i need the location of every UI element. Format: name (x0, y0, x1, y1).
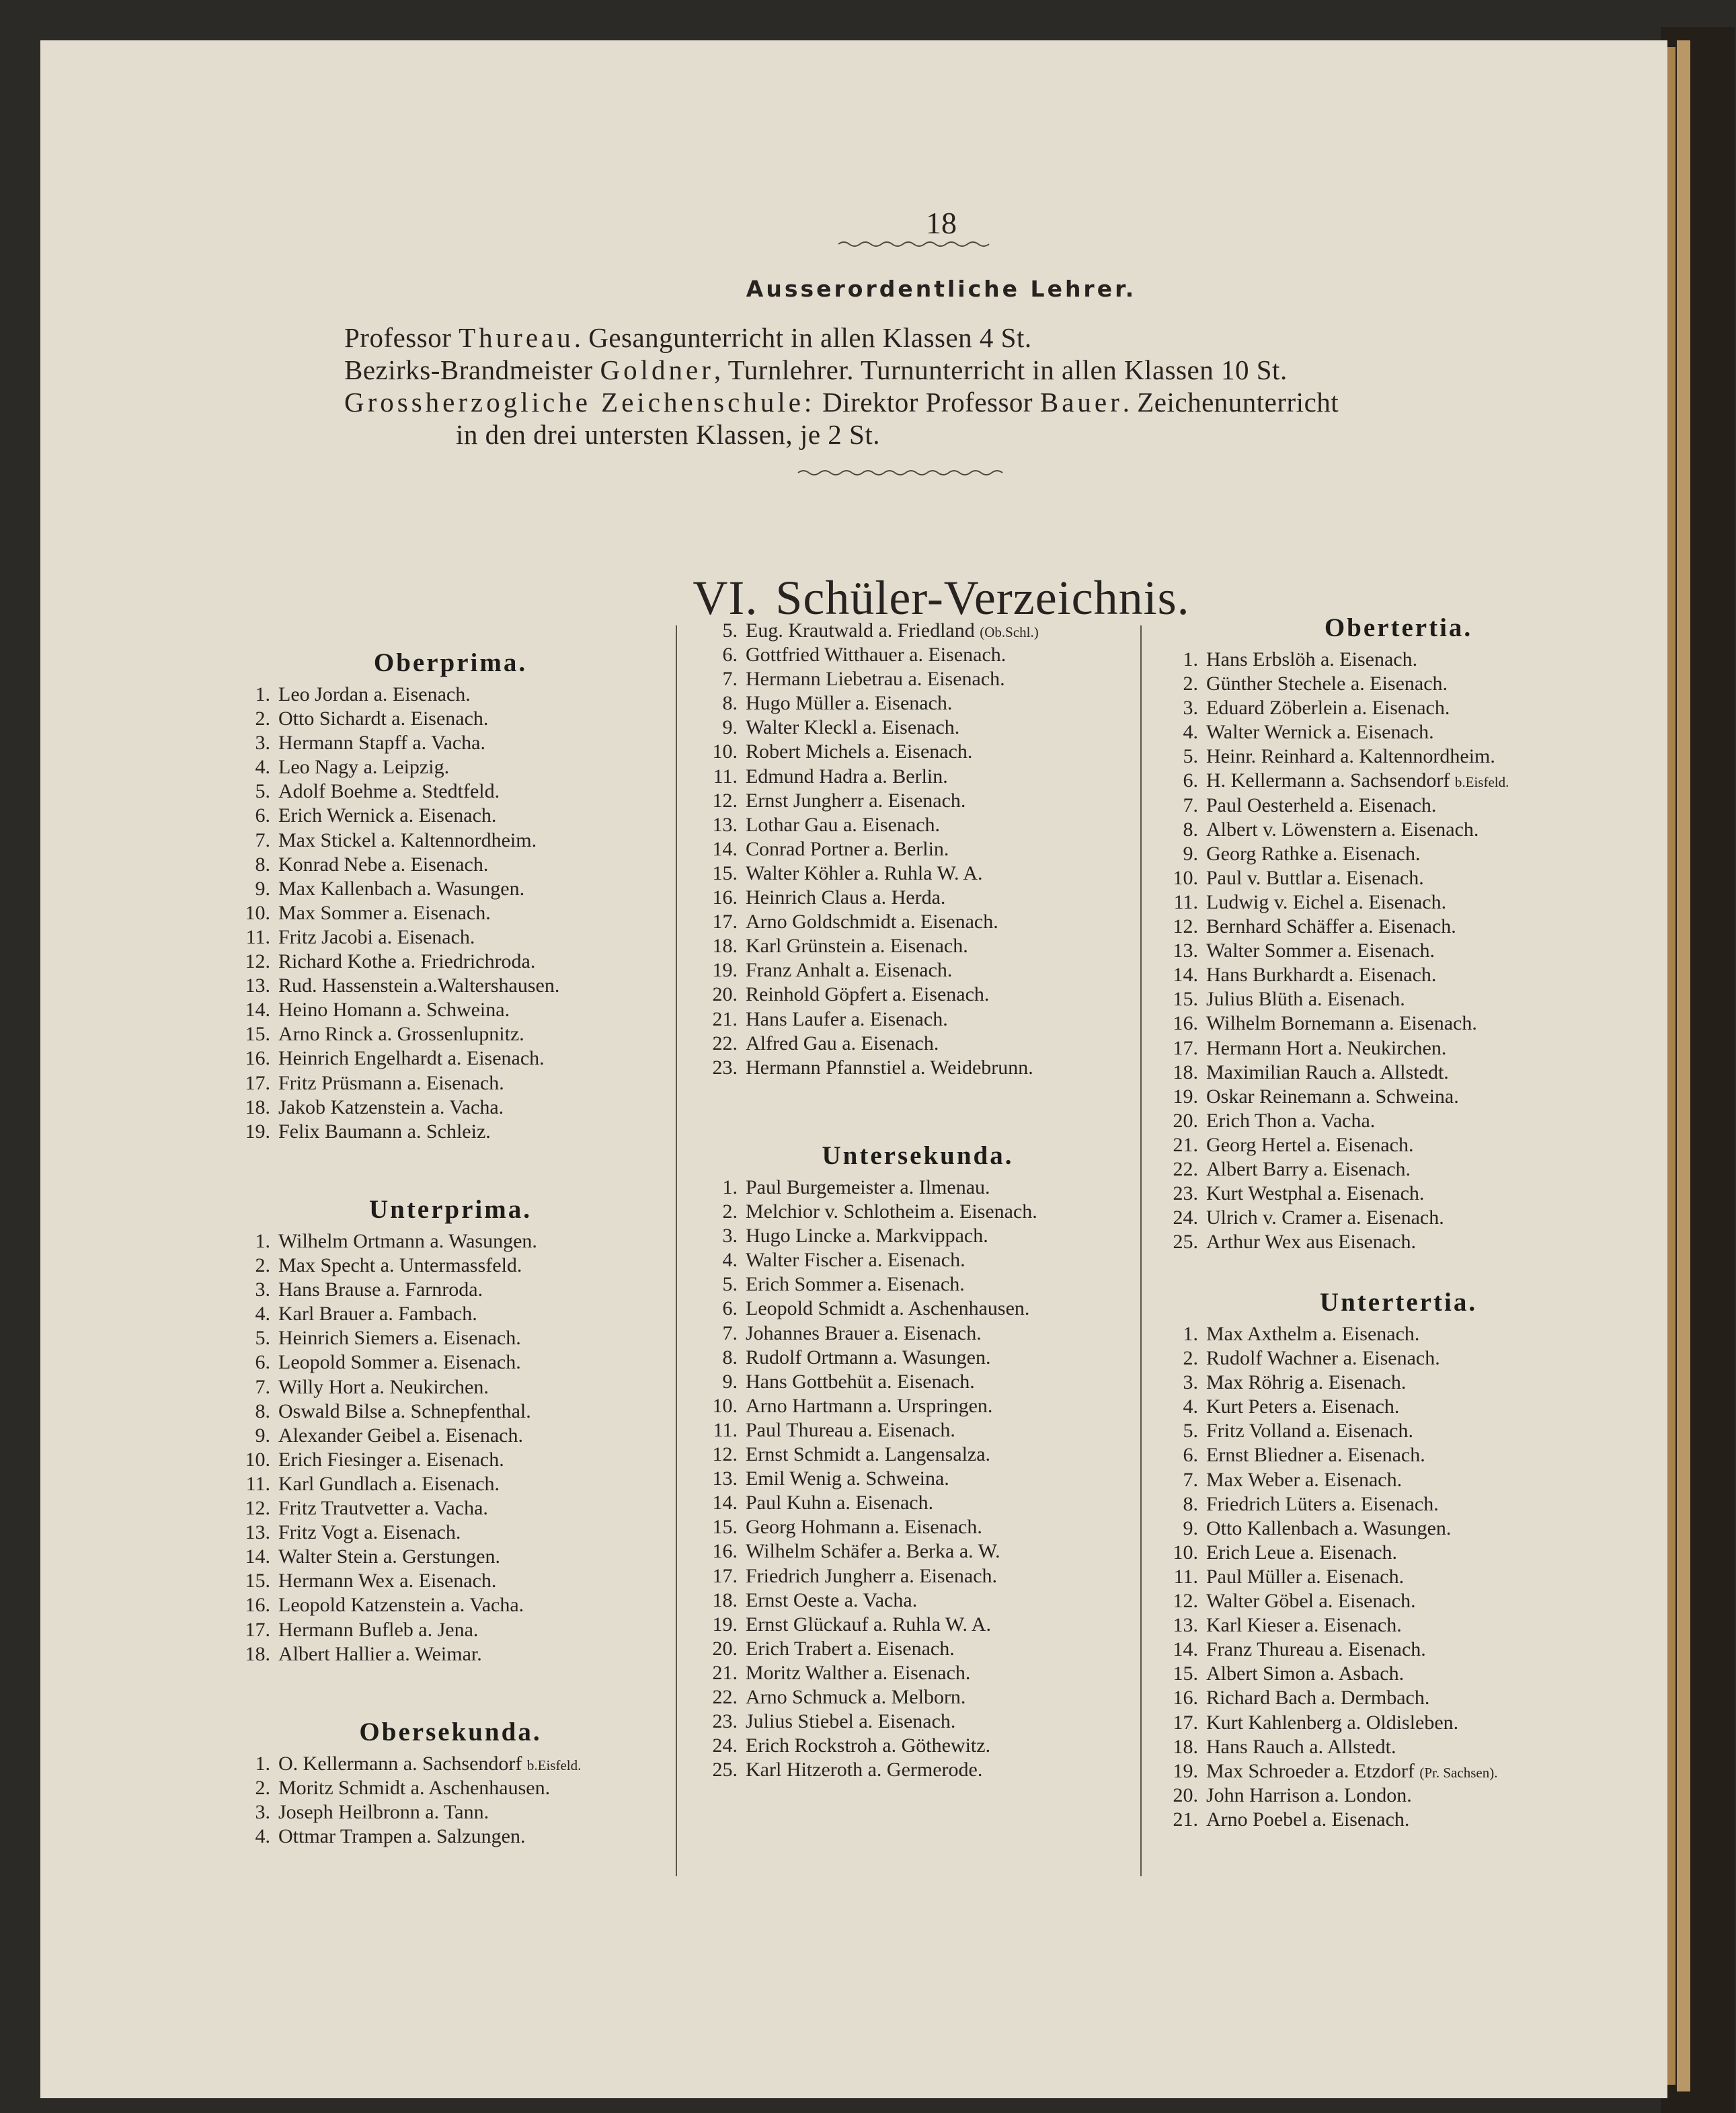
list-item: 1. Max Axthelm a. Eisenach. (1183, 1323, 1420, 1345)
list-item: 2. Günther Stechele a. Eisenach. (1183, 673, 1448, 695)
list-item: 10. Max Sommer a. Eisenach. (245, 901, 491, 924)
list-item: 21. Moritz Walther a. Eisenach. (712, 1661, 971, 1684)
list-item: 15. Georg Hohmann a. Eisenach. (712, 1516, 982, 1539)
list-item: 13. Emil Wenig a. Schweina. (712, 1467, 949, 1490)
list-item: 16. Wilhelm Schäfer a. Berka a. W. (712, 1540, 1000, 1563)
staff-heading: Ausserordentliche Lehrer. (746, 276, 1137, 302)
list-item: 14. Hans Burkhardt a. Eisenach. (1173, 964, 1437, 987)
list-item: 20. Reinhold Göpfert a. Eisenach. (712, 983, 990, 1006)
list-item: 20. Erich Thon a. Vacha. (1173, 1109, 1376, 1132)
list-item: 1. Leo Jordan a. Eisenach. (255, 683, 471, 705)
staff-line-3: Grossherzogliche Zeichenschule: Direktor Professor Bauer. Zeichenunterricht (344, 387, 1339, 418)
list-item: 18. Albert Hallier a. Weimar. (245, 1642, 482, 1665)
list-item: 24. Ulrich v. Cramer a. Eisenach. (1173, 1206, 1444, 1229)
list-item: 14. Franz Thureau a. Eisenach. (1173, 1638, 1426, 1661)
list-item: 6. Leopold Schmidt a. Aschenhausen. (722, 1297, 1030, 1320)
list-item: 6. Erich Wernick a. Eisenach. (255, 804, 497, 827)
class-obertertia (1163, 609, 1634, 1254)
list-item: 10. Erich Leue a. Eisenach. (1173, 1541, 1398, 1564)
list-item: 20. Erich Trabert a. Eisenach. (712, 1637, 955, 1660)
list-item: 24. Erich Rockstroh a. Göthewitz. (712, 1734, 991, 1757)
list-item: 6. Ernst Bliedner a. Eisenach. (1183, 1444, 1425, 1467)
list-item: 14. Conrad Portner a. Berlin. (712, 837, 949, 860)
list-item: 8. Konrad Nebe a. Eisenach. (255, 853, 489, 876)
list-item: 14. Walter Stein a. Gerstungen. (245, 1545, 500, 1568)
list-item: 18. Ernst Oeste a. Vacha. (712, 1588, 918, 1611)
student-list (235, 683, 666, 1144)
list-item: 10. Robert Michels a. Eisenach. (712, 740, 973, 763)
list-item: 6. Gottfried Witthauer a. Eisenach. (722, 644, 1007, 666)
list-item: 9. Walter Kleckl a. Eisenach. (722, 716, 960, 739)
list-item: 19. Ernst Glückauf a. Ruhla W. A. (712, 1613, 991, 1636)
list-item: 9. Otto Kallenbach a. Wasungen. (1183, 1516, 1452, 1539)
list-item: 17. Hermann Bufleb a. Jena. (245, 1618, 479, 1641)
list-item: 11. Paul Thureau a. Eisenach. (713, 1418, 955, 1441)
list-item: 17. Arno Goldschmidt a. Eisenach. (712, 911, 998, 933)
list-item: 16. Richard Bach a. Dermbach. (1173, 1687, 1430, 1709)
list-item: 18. Jakob Katzenstein a. Vacha. (245, 1096, 504, 1118)
list-item: 17. Hermann Hort a. Neukirchen. (1173, 1036, 1447, 1059)
list-item: 2. Rudolf Wachner a. Eisenach. (1183, 1347, 1440, 1370)
list-item: 13. Karl Kieser a. Eisenach. (1173, 1614, 1402, 1637)
list-item: 3. Hugo Lincke a. Markvippach. (722, 1225, 988, 1247)
document-page (40, 40, 1667, 2098)
staff-line-2: Bezirks-Brandmeister Goldner, Turnlehrer. Turnunterricht in allen Klassen 10 St. (344, 354, 1288, 385)
list-item: 5. Heinr. Reinhard a. Kaltennordheim. (1183, 745, 1495, 768)
list-item: 13. Walter Sommer a. Eisenach. (1173, 939, 1435, 962)
list-item: 1. Paul Burgemeister a. Ilmenau. (722, 1176, 990, 1198)
list-item: 10. Arno Hartmann a. Urspringen. (712, 1394, 993, 1417)
list-item: 25. Arthur Wex aus Eisenach. (1173, 1231, 1416, 1254)
list-item: 16. Heinrich Engelhardt a. Eisenach. (245, 1047, 545, 1070)
list-item: 15. Julius Blüth a. Eisenach. (1173, 988, 1405, 1011)
class-obersekunda-part-1 (235, 1713, 666, 1849)
list-item: 21. Georg Hertel a. Eisenach. (1173, 1133, 1414, 1156)
section-name: Schüler-Verzeichnis. (775, 571, 1190, 625)
list-item: 12. Bernhard Schäffer a. Eisenach. (1173, 915, 1456, 938)
list-item: 2. Moritz Schmidt a. Aschenhausen. (255, 1777, 551, 1800)
list-item: 2. Max Specht a. Untermassfeld. (255, 1254, 522, 1277)
list-item: 8. Oswald Bilse a. Schnepfenthal. (255, 1399, 531, 1422)
list-item: 19. Felix Baumann a. Schleiz. (245, 1120, 491, 1143)
list-item: 16. Leopold Katzenstein a. Vacha. (245, 1594, 524, 1617)
class-title: Unterprima. (368, 1195, 532, 1224)
student-list (1163, 1322, 1634, 1832)
list-item: 4. Walter Wernick a. Eisenach. (1183, 721, 1434, 744)
list-item: 23. Hermann Pfannstiel a. Weidebrunn. (712, 1056, 1033, 1079)
list-item: 23. Julius Stiebel a. Eisenach. (712, 1710, 956, 1733)
list-item: 19. Oskar Reinemann a. Schweina. (1173, 1085, 1459, 1108)
list-item: 4. Leo Nagy a. Leipzig. (255, 756, 450, 779)
list-item: 7. Max Weber a. Eisenach. (1183, 1468, 1403, 1491)
class-title: Oberprima. (373, 648, 528, 677)
list-item: 18. Hans Rauch a. Allstedt. (1173, 1735, 1396, 1758)
ornament-squiggle-small (837, 239, 998, 249)
list-item: 10. Erich Fiesinger a. Eisenach. (245, 1448, 504, 1471)
list-item: 4. Ottmar Trampen a. Salzungen. (255, 1825, 526, 1848)
list-item: 11. Edmund Hadra a. Berlin. (713, 765, 948, 787)
list-item: 1. Wilhelm Ortmann a. Wasungen. (255, 1230, 537, 1252)
staff-line-1: Professor Thureau. Gesangunterricht in allen Klassen 4 St. (344, 322, 1032, 353)
list-item: 7. Willy Hort a. Neukirchen. (255, 1375, 489, 1398)
column-rule-left (676, 625, 677, 1876)
list-item: 18. Karl Grünstein a. Eisenach. (712, 935, 968, 958)
student-list (703, 1176, 1133, 1782)
list-item: 9. Alexander Geibel a. Eisenach. (255, 1424, 523, 1447)
page-number: 18 (926, 206, 957, 240)
list-item: 7. Hermann Liebetrau a. Eisenach. (722, 668, 1005, 691)
class-obersekunda-part-2 (703, 619, 1133, 1080)
list-item: 2. Otto Sichardt a. Eisenach. (255, 707, 489, 730)
list-item: 4. Karl Brauer a. Fambach. (255, 1303, 477, 1326)
list-item: 16. Heinrich Claus a. Herda. (712, 886, 946, 909)
student-list (703, 619, 1133, 1080)
list-item: 5. Adolf Boehme a. Stedtfeld. (255, 780, 500, 803)
list-item: 7. Max Stickel a. Kaltennordheim. (255, 829, 537, 851)
list-item: 15. Arno Rinck a. Grossenlupnitz. (245, 1023, 524, 1046)
list-item: 23. Kurt Westphal a. Eisenach. (1173, 1182, 1425, 1205)
list-item: 19. Max Schroeder a. Etzdorf (Pr. Sachsen). (1173, 1759, 1498, 1782)
list-item: 11. Fritz Jacobi a. Eisenach. (245, 925, 475, 948)
column-rule-right (1140, 625, 1142, 1876)
student-list (235, 1752, 666, 1849)
list-item: 8. Rudolf Ortmann a. Wasungen. (722, 1346, 991, 1369)
list-item: 10. Paul v. Buttlar a. Eisenach. (1173, 866, 1424, 889)
ornament-squiggle-divider (797, 468, 1012, 477)
list-item: 5. Heinrich Siemers a. Eisenach. (255, 1327, 521, 1350)
list-item: 15. Walter Köhler a. Ruhla W. A. (712, 861, 983, 884)
list-item: 25. Karl Hitzeroth a. Germerode. (712, 1759, 983, 1781)
list-item: 14. Paul Kuhn a. Eisenach. (712, 1492, 934, 1514)
staff-line-4: in den drei untersten Klassen, je 2 St. (456, 419, 880, 450)
list-item: 6. Leopold Sommer a. Eisenach. (255, 1351, 521, 1374)
list-item: 22. Albert Barry a. Eisenach. (1173, 1157, 1411, 1180)
list-item: 9. Georg Rathke a. Eisenach. (1183, 842, 1421, 865)
list-item: 1. O. Kellermann a. Sachsendorf b.Eisfeld. (255, 1753, 582, 1775)
list-item: 20. John Harrison a. London. (1173, 1783, 1412, 1806)
list-item: 9. Hans Gottbehüt a. Eisenach. (722, 1370, 975, 1393)
list-item: 18. Maximilian Rauch a. Allstedt. (1173, 1061, 1449, 1083)
list-item: 7. Paul Oesterheld a. Eisenach. (1183, 794, 1437, 816)
list-item: 8. Friedrich Lüters a. Eisenach. (1183, 1492, 1439, 1515)
student-list (235, 1229, 666, 1666)
list-item: 13. Lothar Gau a. Eisenach. (712, 813, 941, 836)
list-item: 5. Fritz Volland a. Eisenach. (1183, 1420, 1413, 1443)
list-item: 4. Kurt Peters a. Eisenach. (1183, 1395, 1400, 1418)
list-item: 9. Max Kallenbach a. Wasungen. (255, 877, 525, 900)
list-item: 5. Erich Sommer a. Eisenach. (722, 1273, 965, 1296)
list-item: 12. Ernst Schmidt a. Langensalza. (712, 1443, 991, 1466)
section-numeral: VI. (693, 571, 758, 625)
list-item: 15. Albert Simon a. Asbach. (1173, 1662, 1405, 1685)
list-item: 19. Franz Anhalt a. Eisenach. (712, 959, 953, 982)
list-item: 4. Walter Fischer a. Eisenach. (722, 1249, 965, 1272)
list-item: 17. Fritz Prüsmann a. Eisenach. (245, 1071, 504, 1094)
class-title: Untersekunda. (822, 1141, 1014, 1170)
list-item: 14. Heino Homann a. Schweina. (245, 999, 510, 1022)
list-item: 17. Friedrich Jungherr a. Eisenach. (712, 1564, 998, 1587)
class-unterprima (235, 1190, 666, 1666)
class-title: Obertertia. (1324, 613, 1473, 642)
section-title (645, 570, 1237, 626)
list-item: 15. Hermann Wex a. Eisenach. (245, 1570, 497, 1592)
list-item: 12. Richard Kothe a. Friedrichroda. (245, 950, 536, 973)
list-item: 16. Wilhelm Bornemann a. Eisenach. (1173, 1012, 1477, 1035)
list-item: 21. Arno Poebel a. Eisenach. (1173, 1808, 1410, 1831)
class-oberprima (235, 644, 666, 1144)
list-item: 11. Karl Gundlach a. Eisenach. (245, 1472, 500, 1495)
list-item: 1. Hans Erbslöh a. Eisenach. (1183, 648, 1418, 670)
list-item: 21. Hans Laufer a. Eisenach. (712, 1007, 948, 1030)
list-item: 3. Max Röhrig a. Eisenach. (1183, 1371, 1407, 1394)
list-item: 7. Johannes Brauer a. Eisenach. (722, 1321, 982, 1344)
student-list (1163, 648, 1634, 1254)
list-item: 22. Alfred Gau a. Eisenach. (712, 1032, 939, 1054)
list-item: 11. Paul Müller a. Eisenach. (1173, 1565, 1405, 1588)
list-item: 12. Ernst Jungherr a. Eisenach. (712, 789, 966, 812)
list-item: 17. Kurt Kahlenberg a. Oldisleben. (1173, 1711, 1459, 1734)
list-item: 3. Hans Brause a. Farnroda. (255, 1278, 483, 1301)
list-item: 3. Joseph Heilbronn a. Tann. (255, 1801, 489, 1824)
list-item: 5. Eug. Krautwald a. Friedland (Ob.Schl.) (722, 619, 1039, 642)
list-item: 13. Rud. Hassenstein a.Waltershausen. (245, 974, 560, 997)
class-title: Untertertia. (1319, 1288, 1478, 1317)
list-item: 13. Fritz Vogt a. Eisenach. (245, 1521, 461, 1544)
list-item: 3. Hermann Stapff a. Vacha. (255, 732, 485, 755)
list-item: 12. Fritz Trautvetter a. Vacha. (245, 1497, 488, 1520)
list-item: 8. Albert v. Löwenstern a. Eisenach. (1183, 818, 1479, 841)
list-item: 22. Arno Schmuck a. Melborn. (712, 1685, 966, 1708)
list-item: 2. Melchior v. Schlotheim a. Eisenach. (722, 1200, 1037, 1223)
list-item: 6. H. Kellermann a. Sachsendorf b.Eisfeld. (1183, 769, 1509, 792)
list-item: 11. Ludwig v. Eichel a. Eisenach. (1173, 890, 1447, 913)
class-title: Obersekunda. (359, 1718, 542, 1746)
list-item: 3. Eduard Zöberlein a. Eisenach. (1183, 697, 1450, 720)
list-item: 12. Walter Göbel a. Eisenach. (1173, 1590, 1416, 1613)
class-untertertia (1163, 1283, 1634, 1832)
list-item: 8. Hugo Müller a. Eisenach. (722, 692, 953, 715)
class-untersekunda (703, 1137, 1133, 1782)
